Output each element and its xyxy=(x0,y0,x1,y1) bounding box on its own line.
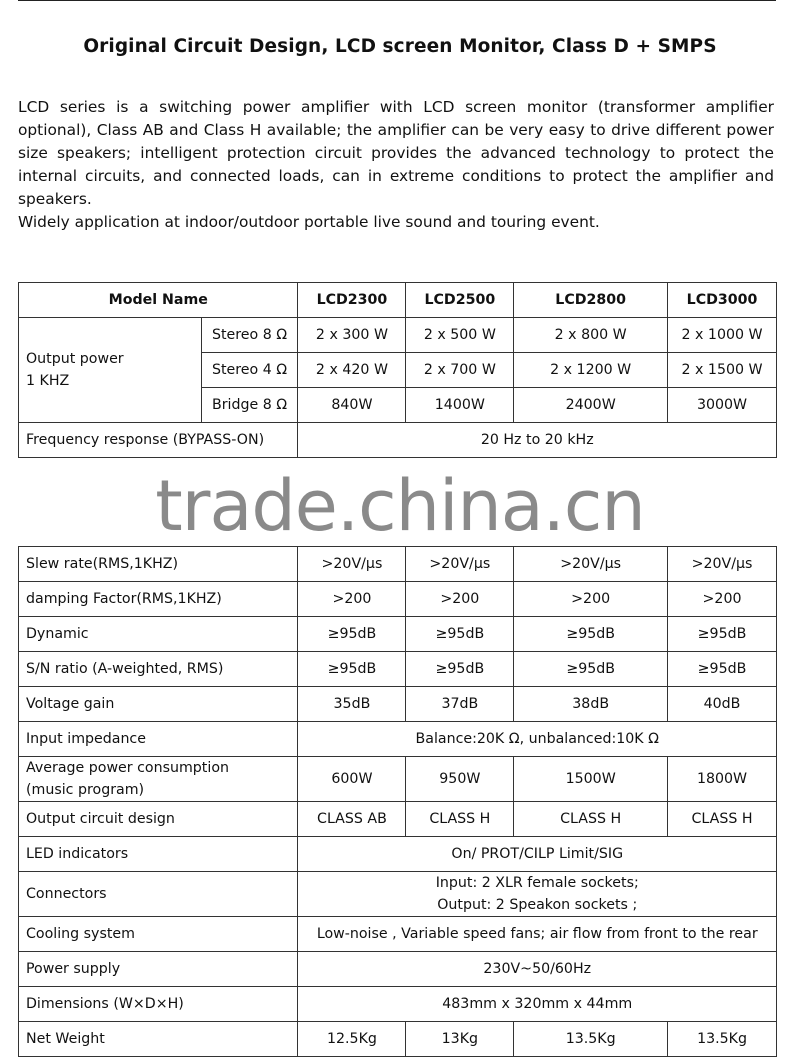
row-label: Output circuit design xyxy=(19,802,298,837)
table-cell: 600W xyxy=(298,757,406,802)
table-cell: CLASS H xyxy=(668,802,777,837)
model-header: LCD2300 xyxy=(298,283,406,318)
table-row xyxy=(19,652,777,687)
table-cell: 13.5Kg xyxy=(668,1022,777,1057)
table-cell: 2 x 1000 W xyxy=(668,318,777,353)
table-cell: >200 xyxy=(298,582,406,617)
table-cell: >200 xyxy=(406,582,514,617)
model-header: LCD2500 xyxy=(406,283,514,318)
table-cell: 2400W xyxy=(514,388,668,423)
table-cell: 230V~50/60Hz xyxy=(298,952,777,987)
row-label: Dimensions (W×D×H) xyxy=(19,987,298,1022)
model-header: LCD2800 xyxy=(514,283,668,318)
table-row xyxy=(19,987,777,1022)
table-cell: 2 x 1500 W xyxy=(668,353,777,388)
table-cell: ≥95dB xyxy=(514,617,668,652)
table-cell: On/ PROT/CILP Limit/SIG xyxy=(298,837,777,872)
table-cell: 2 x 1200 W xyxy=(514,353,668,388)
spec-table xyxy=(18,282,777,1057)
row-label-line2: (music program) xyxy=(26,782,145,798)
table-cell: CLASS AB xyxy=(298,802,406,837)
output-power-label xyxy=(19,318,202,423)
table-cell: 2 x 500 W xyxy=(406,318,514,353)
table-row xyxy=(19,872,777,917)
table-cell: 1400W xyxy=(406,388,514,423)
row-label: Voltage gain xyxy=(19,687,298,722)
table-cell: 1800W xyxy=(668,757,777,802)
table-cell: ≥95dB xyxy=(514,652,668,687)
connectors-line1: Input: 2 XLR female sockets; xyxy=(435,875,639,891)
model-header: LCD3000 xyxy=(668,283,777,318)
table-cell: ≥95dB xyxy=(406,652,514,687)
table-cell: 12.5Kg xyxy=(298,1022,406,1057)
table-row xyxy=(19,423,777,458)
row-label: LED indicators xyxy=(19,837,298,872)
intro-paragraph-2: Widely application at indoor/outdoor portable live sound and touring event. xyxy=(18,213,600,231)
table-row xyxy=(19,722,777,757)
table-cell: 840W xyxy=(298,388,406,423)
row-label: Input impedance xyxy=(19,722,298,757)
table-cell: 38dB xyxy=(514,687,668,722)
table-cell: >20V/μs xyxy=(514,547,668,582)
table-cell: >200 xyxy=(514,582,668,617)
row-label: Power supply xyxy=(19,952,298,987)
output-power-sub-label: Stereo 8 Ω xyxy=(201,318,298,353)
output-power-sub-label: Stereo 4 Ω xyxy=(201,353,298,388)
table-row xyxy=(19,617,777,652)
table-cell: ≥95dB xyxy=(298,652,406,687)
row-label: Connectors xyxy=(19,872,298,917)
table-cell: ≥95dB xyxy=(668,652,777,687)
row-label: Cooling system xyxy=(19,917,298,952)
table-row xyxy=(19,917,777,952)
table-row xyxy=(19,1022,777,1057)
table-row xyxy=(19,802,777,837)
intro-text xyxy=(18,96,774,234)
table-row xyxy=(19,318,777,353)
table-cell: 2 x 700 W xyxy=(406,353,514,388)
intro-paragraph-1: LCD series is a switching power amplifier with LCD screen monitor (transformer amplifier optional), Class AB and Class H available; the amplifier can be very easy to drive different power size speakers; intelligent protection circuit provides the advanced technology to protect the internal circuits, and connected loads, can in extreme conditions to protect the amplifier and speakers. xyxy=(18,98,774,208)
table-cell: 950W xyxy=(406,757,514,802)
table-cell: >20V/μs xyxy=(668,547,777,582)
table-cell: 37dB xyxy=(406,687,514,722)
table-cell: 2 x 420 W xyxy=(298,353,406,388)
watermark: trade.china.cn xyxy=(155,465,645,547)
table-cell: >20V/μs xyxy=(298,547,406,582)
table-cell: 2 x 300 W xyxy=(298,318,406,353)
table-cell: 20 Hz to 20 kHz xyxy=(298,423,777,458)
table-cell: 13Kg xyxy=(406,1022,514,1057)
table-cell: ≥95dB xyxy=(298,617,406,652)
table-row xyxy=(19,547,777,582)
table-cell: 1500W xyxy=(514,757,668,802)
table-cell: 40dB xyxy=(668,687,777,722)
table-cell xyxy=(298,872,777,917)
table-cell: >200 xyxy=(668,582,777,617)
table-cell: 35dB xyxy=(298,687,406,722)
row-label: Dynamic xyxy=(19,617,298,652)
table-cell: 3000W xyxy=(668,388,777,423)
page-title: Original Circuit Design, LCD screen Monitor, Class D + SMPS xyxy=(83,36,717,57)
table-cell: CLASS H xyxy=(514,802,668,837)
row-label: S/N ratio (A-weighted, RMS) xyxy=(19,652,298,687)
table-row xyxy=(19,952,777,987)
model-name-header: Model Name xyxy=(19,283,298,318)
table-cell: ≥95dB xyxy=(668,617,777,652)
row-label: Slew rate(RMS,1KHZ) xyxy=(19,547,298,582)
row-label-line1: Average power consumption xyxy=(26,760,229,776)
table-cell: ≥95dB xyxy=(406,617,514,652)
row-label xyxy=(19,757,298,802)
table-row xyxy=(19,687,777,722)
table-cell: Low-noise , Variable speed fans; air flow from front to the rear xyxy=(298,917,777,952)
table-cell: 13.5Kg xyxy=(514,1022,668,1057)
top-rule xyxy=(18,0,776,1)
table-cell: CLASS H xyxy=(406,802,514,837)
table-cell: 483mm x 320mm x 44mm xyxy=(298,987,777,1022)
table-cell: Balance:20K Ω, unbalanced:10K Ω xyxy=(298,722,777,757)
row-label: Frequency response (BYPASS-ON) xyxy=(19,423,298,458)
output-power-label-line2: 1 KHZ xyxy=(26,373,70,389)
table-row xyxy=(19,582,777,617)
row-label: Net Weight xyxy=(19,1022,298,1057)
table-header-row xyxy=(19,283,777,318)
table-row xyxy=(19,837,777,872)
row-label: damping Factor(RMS,1KHZ) xyxy=(19,582,298,617)
table-row xyxy=(19,757,777,802)
table-cell: >20V/μs xyxy=(406,547,514,582)
output-power-sub-label: Bridge 8 Ω xyxy=(201,388,298,423)
connectors-line2: Output: 2 Speakon sockets ; xyxy=(437,897,638,913)
table-cell: 2 x 800 W xyxy=(514,318,668,353)
output-power-label-line1: Output power xyxy=(26,351,124,367)
